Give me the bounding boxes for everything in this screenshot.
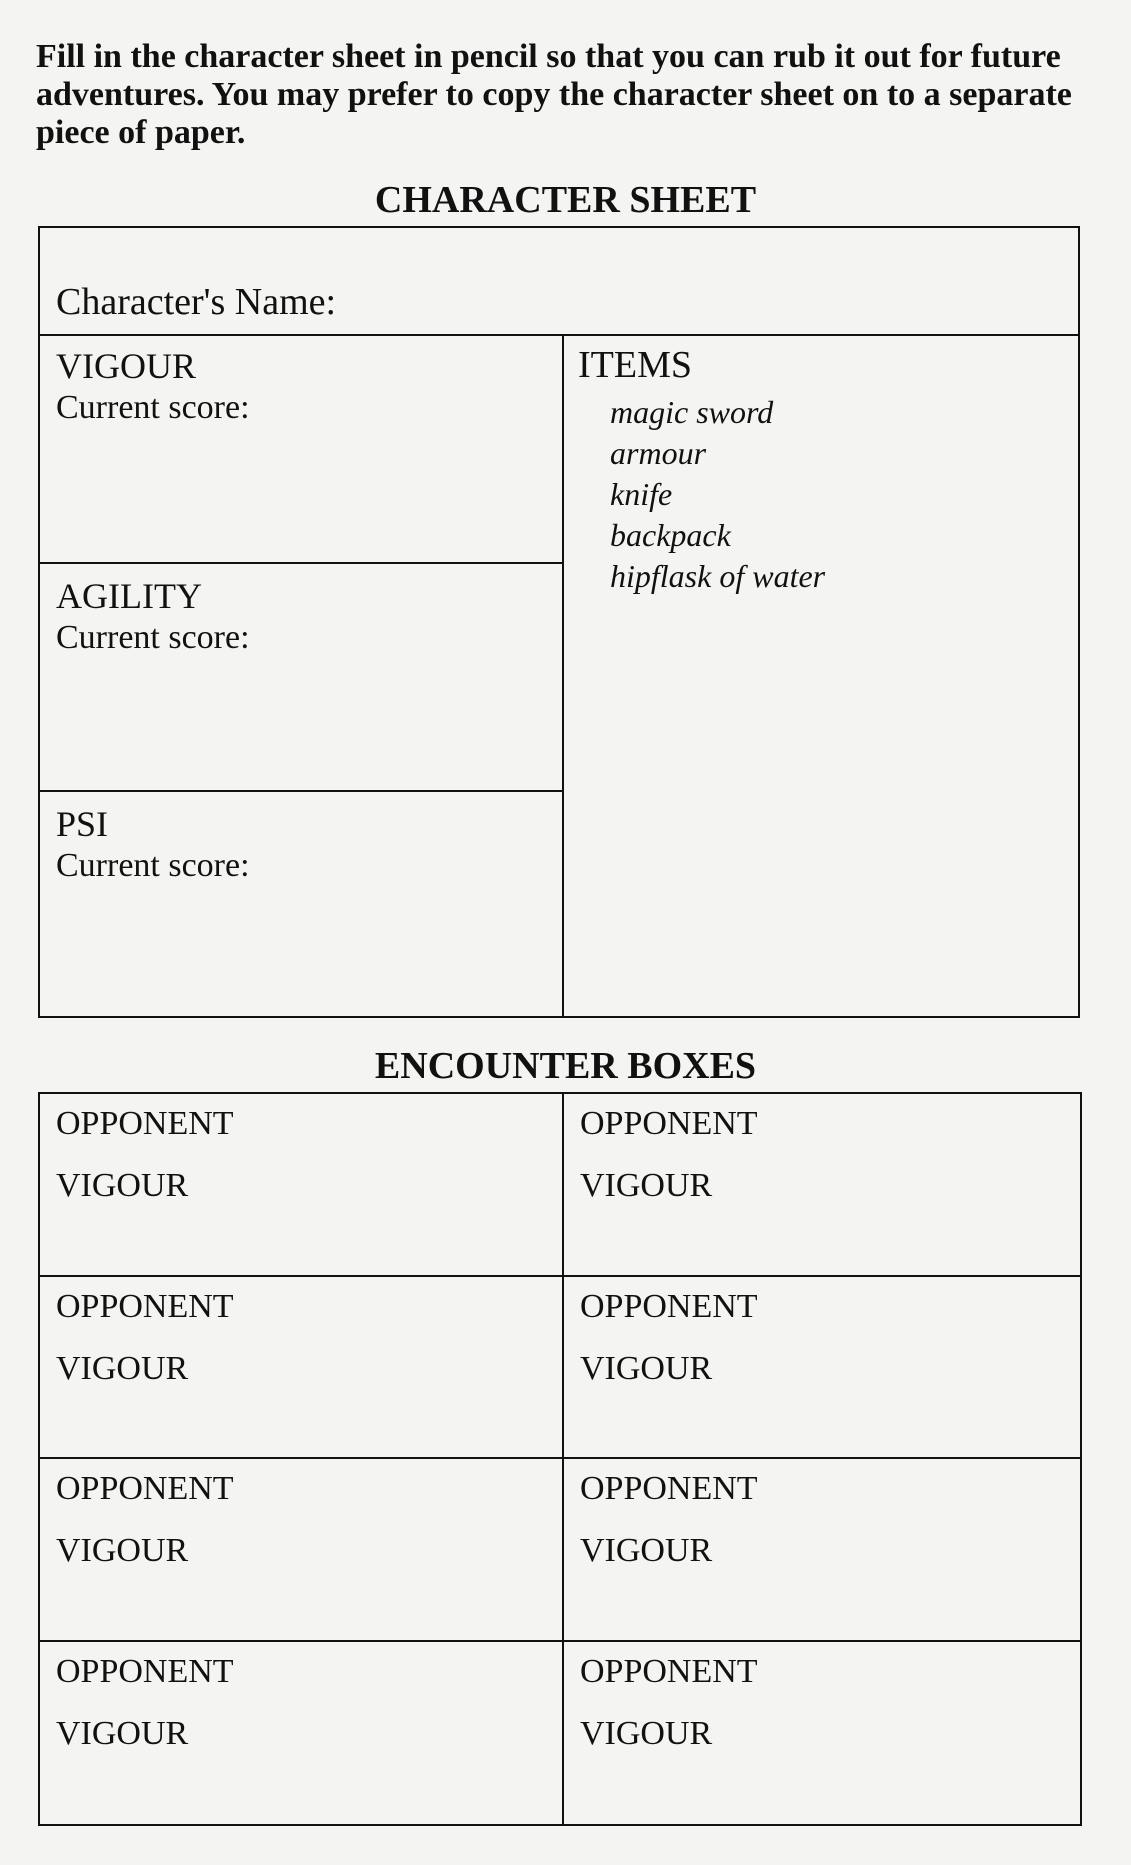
- vigour-label: VIGOUR: [580, 1714, 713, 1752]
- vigour-label: VIGOUR: [56, 1714, 189, 1752]
- vigour-label: VIGOUR: [580, 1532, 713, 1569]
- vigour-label: VIGOUR: [56, 1167, 189, 1204]
- list-item: knife: [610, 476, 673, 512]
- vigour-label: VIGOUR: [580, 1167, 713, 1204]
- encounter-box[interactable]: [564, 1459, 1080, 1642]
- opponent-label: OPPONENT: [580, 1470, 758, 1507]
- opponent-label: OPPONENT: [56, 1652, 234, 1690]
- vigour-label: VIGOUR: [580, 1349, 713, 1387]
- encounter-box[interactable]: [564, 1277, 1080, 1460]
- list-item: armour: [610, 435, 707, 471]
- character-sheet-title: CHARACTER SHEET: [374, 179, 757, 221]
- current-score-label: Current score:: [56, 847, 250, 884]
- intro-text: Fill in the character sheet in pencil so that you can rub it out for future adventures. You may prefer to copy the character sheet on to a separate piece of paper.: [36, 38, 1072, 151]
- encounter-box[interactable]: [40, 1277, 564, 1460]
- opponent-label: OPPONENT: [56, 1470, 234, 1507]
- agility-box[interactable]: [40, 562, 562, 790]
- opponent-label: OPPONENT: [56, 1105, 234, 1142]
- list-item: backpack: [610, 517, 731, 553]
- vigour-label: VIGOUR: [56, 1532, 189, 1569]
- opponent-label: OPPONENT: [580, 1287, 758, 1325]
- character-name-label: Character's Name:: [56, 281, 337, 323]
- current-score-label: Current score:: [56, 389, 250, 426]
- items-title: ITEMS: [578, 344, 692, 386]
- vigour-label: VIGOUR: [56, 1349, 189, 1387]
- encounter-grid: [38, 1092, 1082, 1826]
- vigour-box[interactable]: [40, 334, 562, 562]
- stat-name: AGILITY: [56, 576, 202, 616]
- opponent-label: OPPONENT: [580, 1652, 758, 1690]
- encounter-box[interactable]: [40, 1459, 564, 1642]
- encounter-box[interactable]: [564, 1642, 1080, 1825]
- encounter-box[interactable]: [40, 1642, 564, 1825]
- encounter-boxes-title: ENCOUNTER BOXES: [374, 1045, 757, 1087]
- character-sheet: [38, 226, 1080, 1018]
- opponent-label: OPPONENT: [580, 1105, 758, 1142]
- current-score-label: Current score:: [56, 619, 250, 656]
- items-list: [610, 392, 825, 597]
- items-box[interactable]: [564, 334, 1078, 1016]
- character-name-row[interactable]: [40, 228, 1078, 336]
- stat-name: PSI: [56, 804, 109, 844]
- encounter-box[interactable]: [40, 1094, 564, 1277]
- stats-column: [40, 334, 564, 1016]
- opponent-label: OPPONENT: [56, 1287, 234, 1325]
- psi-box[interactable]: [40, 790, 562, 1016]
- list-item: magic sword: [610, 394, 774, 430]
- encounter-box[interactable]: [564, 1094, 1080, 1277]
- stat-name: VIGOUR: [56, 346, 196, 386]
- list-item: hipflask of water: [610, 558, 826, 594]
